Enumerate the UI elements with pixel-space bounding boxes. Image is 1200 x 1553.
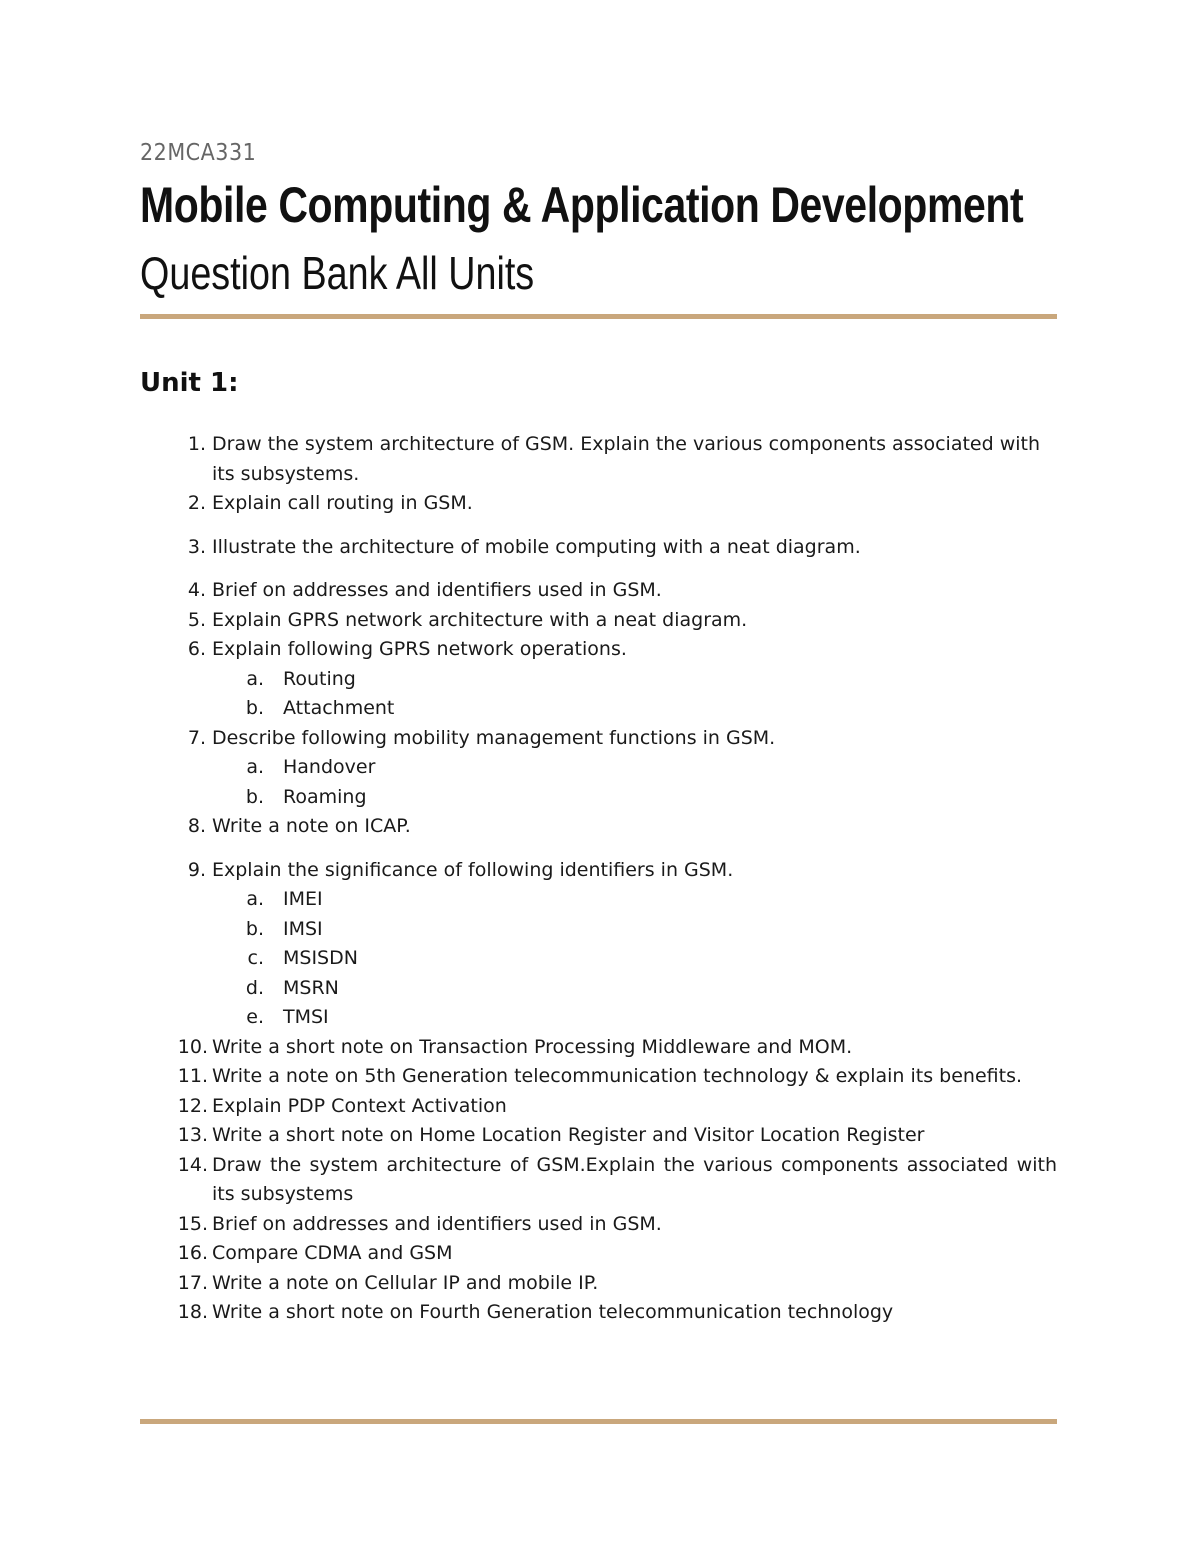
question-text: Write a note on 5th Generation telecommunication technology & explain its benefits. [212, 1065, 1023, 1087]
sub-question-letter: e. [246, 1006, 264, 1028]
question-item [140, 606, 1057, 636]
question-item [140, 576, 1057, 606]
question-number: 1. [187, 433, 206, 455]
question-number: 12. [177, 1094, 208, 1117]
question-text: Explain GPRS network architecture with a neat diagram. [212, 608, 748, 631]
sub-question-item [212, 1003, 1057, 1033]
sub-question-item [212, 885, 1057, 915]
sub-question-text: Handover [283, 756, 376, 778]
question-item [140, 1121, 1057, 1151]
question-item [140, 1239, 1057, 1269]
question-number: 5. [187, 608, 206, 631]
question-text: Explain call routing in GSM. [212, 492, 473, 514]
sub-question-item [212, 944, 1057, 974]
question-number: 2. [187, 492, 206, 514]
question-text: Brief on addresses and identifiers used in GSM. [212, 579, 662, 601]
sub-question-text: TMSI [283, 1006, 329, 1028]
question-text: Explain the significance of following identifiers in GSM. [212, 858, 734, 881]
question-number: 6. [187, 638, 206, 660]
question-text: Describe following mobility management functions in GSM. [212, 726, 776, 749]
sub-question-letter: b. [245, 785, 264, 808]
sub-question-text: Routing [283, 667, 356, 690]
question-item [140, 1151, 1057, 1210]
question-number: 15. [177, 1212, 208, 1235]
question-number: 3. [187, 535, 206, 558]
question-number: 17. [177, 1271, 208, 1294]
question-number: 16. [177, 1242, 208, 1264]
question-item [140, 533, 1057, 563]
question-number: 7. [187, 726, 206, 749]
question-item [140, 635, 1057, 724]
sub-question-letter: a. [246, 667, 264, 690]
sub-question-text: MSISDN [283, 947, 358, 969]
question-text: Write a short note on Home Location Register and Visitor Location Register [212, 1124, 925, 1146]
question-item [140, 1033, 1057, 1063]
sub-question-letter: d. [245, 976, 264, 999]
sub-question-letter: b. [245, 917, 264, 940]
sub-question-item [212, 974, 1057, 1004]
question-text: Write a short note on Fourth Generation telecommunication technology [212, 1301, 894, 1323]
question-text: Brief on addresses and identifiers used in GSM. [212, 1212, 662, 1235]
sub-question-letter: a. [246, 756, 264, 778]
question-number: 4. [187, 579, 206, 601]
question-number: 13. [177, 1124, 208, 1146]
question-item [140, 1092, 1057, 1122]
question-item [140, 489, 1057, 519]
sub-question-list [212, 753, 1057, 812]
question-number: 8. [187, 815, 206, 837]
question-text: Draw the system architecture of GSM.Explain the various components associated with its subsystems [212, 1153, 1057, 1205]
question-item [140, 1210, 1057, 1240]
sub-question-text: Roaming [283, 785, 367, 808]
question-number: 11. [177, 1065, 208, 1087]
question-item [140, 812, 1057, 842]
question-text: Write a note on Cellular IP and mobile IP. [212, 1271, 599, 1294]
sub-question-item [212, 665, 1057, 695]
question-item [140, 724, 1057, 813]
header-divider [140, 314, 1057, 319]
sub-question-text: IMEI [283, 888, 323, 910]
sub-question-letter: a. [246, 888, 264, 910]
question-text: Illustrate the architecture of mobile computing with a neat diagram. [212, 535, 861, 558]
question-text: Write a short note on Transaction Processing Middleware and MOM. [212, 1035, 853, 1058]
question-text: Explain following GPRS network operations. [212, 638, 627, 660]
document-page [140, 0, 1057, 1553]
sub-question-list [212, 665, 1057, 724]
document-subtitle: Question Bank All Units [140, 247, 535, 299]
question-text: Draw the system architecture of GSM. Explain the various components associated with its subsystems. [212, 433, 1041, 485]
question-item [140, 856, 1057, 1033]
course-code: 22MCA331 [140, 140, 257, 166]
question-list [140, 430, 1057, 1328]
sub-question-text: Attachment [283, 697, 395, 719]
question-number: 10. [177, 1035, 208, 1058]
sub-question-letter: b. [245, 697, 264, 719]
footer-divider [140, 1419, 1057, 1424]
question-item [140, 430, 1057, 489]
question-text: Explain PDP Context Activation [212, 1094, 507, 1117]
question-item [140, 1062, 1057, 1092]
question-item [140, 1298, 1057, 1328]
sub-question-item [212, 783, 1057, 813]
sub-question-item [212, 915, 1057, 945]
document-title: Mobile Computing & Application Development [140, 177, 1024, 233]
sub-question-letter: c. [247, 947, 264, 969]
question-number: 18. [177, 1301, 208, 1323]
question-number: 14. [177, 1153, 208, 1176]
question-text: Compare CDMA and GSM [212, 1242, 453, 1264]
sub-question-text: IMSI [283, 917, 323, 940]
unit-heading: Unit 1: [140, 368, 239, 398]
sub-question-item [212, 753, 1057, 783]
sub-question-item [212, 694, 1057, 724]
sub-question-text: MSRN [283, 976, 339, 999]
sub-question-list [212, 885, 1057, 1033]
question-text: Write a note on ICAP. [212, 815, 411, 837]
question-number: 9. [187, 858, 206, 881]
question-item [140, 1269, 1057, 1299]
